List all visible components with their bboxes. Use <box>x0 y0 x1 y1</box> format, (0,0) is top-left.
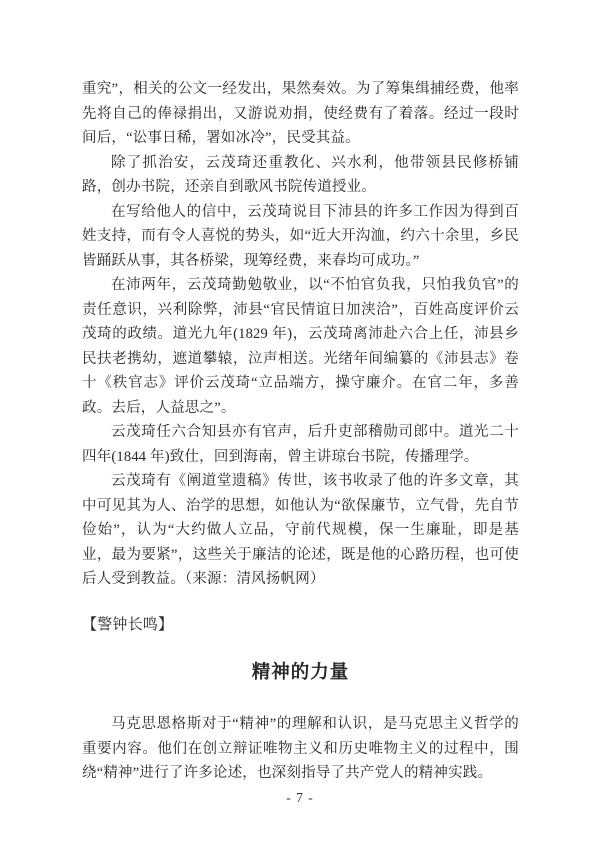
section-marker: 【警钟长鸣】 <box>82 616 174 633</box>
page-number: - 7 - <box>286 790 314 805</box>
article-title: 精神的力量 <box>251 663 350 683</box>
paragraph: 云茂琦任六合知县亦有官声，后升吏部稽勋司郎中。道光二十四年(1844 年)致仕，回到海南，曾主讲琼台书院，传播理学。 <box>82 424 519 465</box>
paragraph: 在沛两年，云茂琦勤勉敬业，以“不怕官负我，只怕我负官”的责任意识，兴利除弊，沛县“官民情谊日加浃洽”，百姓高度评价云茂琦的政绩。道光九年(1829 年)，云茂琦离沛赴六合上任，沛县乡民扶老携幼，遮道攀辕，泣声相送。光绪年间编纂的《沛县志》卷十《秩官志》评价云茂琦“立品端方，操守廉介。在官二年，多善政。去后，人益思之”。 <box>82 277 519 416</box>
page-body <box>82 77 519 786</box>
paragraph: 云茂琦有《阐道堂遗稿》传世，该书收录了他的许多文章，其中可见其为人、治学的思想，如他认为“欲保廉节，立气骨，先自节俭始”，认为“大约做人立品，守前代规模，保一生廉耻，即是基业，最为要紧”，这些关于廉洁的论述，既是他的心路历程，也可使后人受到教益。（来源：清风扬帆网） <box>82 473 519 587</box>
paragraph: 在写给他人的信中，云茂琦说目下沛县的许多工作因为得到百姓支持，而有令人喜悦的势头，如“近大开沟洫，约六十余里，乡民皆踊跃从事，其各桥梁，现筹经费，来春均可成功。” <box>82 203 519 269</box>
paragraph: 马克思恩格斯对于“精神”的理解和认识，是马克思主义哲学的重要内容。他们在创立辩证唯物主义和历史唯物主义的过程中，围绕“精神”进行了许多论述，也深刻指导了共产党人的精神实践。 <box>82 716 519 781</box>
paragraph: 除了抓治安，云茂琦还重教化、兴水利，他带领县民修桥铺路，创办书院，还亲自到歌风书院传道授业。 <box>82 154 519 195</box>
paragraph: 重究”，相关的公文一经发出，果然奏效。为了筹集缉捕经费，他率先将自己的俸禄捐出，又游说劝捐，使经费有了着落。经过一段时间后，“讼事日稀，署如冰冷”，民受其益。 <box>82 81 519 146</box>
